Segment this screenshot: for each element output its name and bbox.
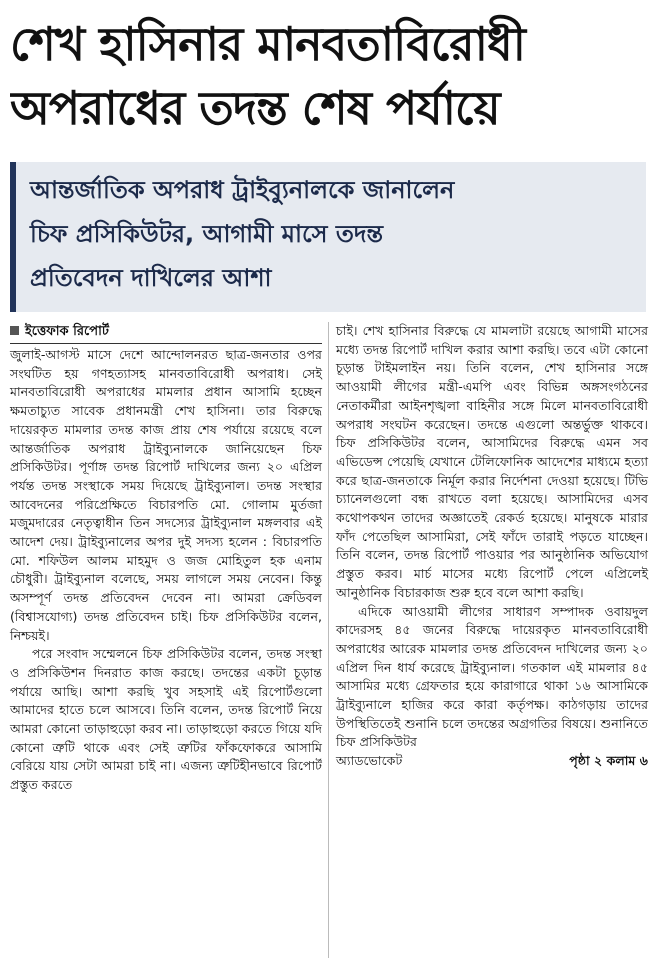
subheadline-box [10,162,646,312]
subheadline-line-3: প্রতিবেদন দাখিলের আশা [30,264,272,292]
article-paragraph: পরে সংবাদ সম্মেলনে চিফ প্রসিকিউটর বলেন, তদন্ত সংস্থা ও প্রসিকিউশন দিনরাত কাজ করছে। তদন্তের একটা চূড়ান্ত পর্যায়ে আছি। আশা করছি খুব সহসাই এই রিপোর্টগুলো আমাদের হাতে চলে আসবে। তিনি বলেন, তদন্ত রিপোর্ট নিয়ে আমরা কোনো তাড়াহুড়ো করব না। তাড়াহুড়ো করতে গিয়ে যদি কোনো ত্রুটি থাকে এবং সেই ত্রুটির ফাঁকফোকরে আসামি বেরিয়ে যায় সেটা আমরা চাই না। এজন্য ত্রুটিহীনভাবে রিপোর্ট প্রস্তুত করতে [10,646,322,793]
subheadline-line-1: আন্তর্জাতিক অপরাধ ট্রাইব্যুনালকে জানালেন [30,176,455,204]
subheadline-line-2: চিফ প্রসিকিউটর, আগামী মাসে তদন্ত [30,220,383,248]
headline-line-1: শেখ হাসিনার মানবতাবিরোধী [10,17,525,71]
square-bullet-icon [10,326,19,335]
article-column-left [10,322,322,795]
continuation-line [336,752,648,771]
byline-text: ইত্তেফাক রিপোর্ট [25,324,109,339]
article-paragraph: জুলাই-আগস্ট মাসে দেশে আন্দোলনরত ছাত্র-জনতার ওপর সংঘটিত হয় গণহত্যাসহ মানবতাবিরোধী অপরাধ। সেই মানবতাবিরোধী অপরাধের মামলার প্রধান আসামি হচ্ছেন ক্ষমতাচ্যুত সাবেক প্রধানমন্ত্রী শেখ হাসিনা। তার বিরুদ্ধে দায়েরকৃত মামলার তদন্ত কাজ প্রায় শেষ পর্যায়ে রয়েছে বলে আন্তর্জাতিক অপরাধ ট্রাইব্যুনালকে জানিয়েছেন চিফ প্রসিকিউটর। পূর্ণাঙ্গ তদন্ত রিপোর্ট দাখিলের জন্য ২০ এপ্রিল পর্যন্ত তদন্ত সংস্থাকে সময় দিয়েছে ট্রাইব্যুনাল। তদন্ত সংস্থার আবেদনের পরিপ্রেক্ষিতে বিচারপতি মো. গোলাম মুর্তজা মজুমদারের নেতৃত্বাধীন তিন সদস্যের ট্রাইব্যুনাল মঙ্গলবার এই আদেশ দেয়। ট্রাইব্যুনালের অপর দুই সদস্য হলেন : বিচারপতি মো. শফিউল আলম মাহমুদ ও জজ মোহিতুল হক এনাম চৌধুরী। ট্রাইব্যুনাল বলেছে, সময় লাগলে সময় নেবেন। কিন্তু অসম্পূর্ণ তদন্ত প্রতিবেদন দেবেন না। আমরা ক্রেডিবল (বিশ্বাসযোগ্য) তদন্ত প্রতিবেদন চাই। চিফ প্রসিকিউটর বলেন, নিশ্চয়ই। [10,347,322,643]
jump-reference[interactable]: পৃষ্ঠা ২ কলাম ৬ [569,753,648,769]
headline [10,12,646,140]
headline-line-2: অপরাধের তদন্ত শেষ পর্যায়ে [10,81,500,135]
column-divider [328,322,329,958]
byline [10,322,322,344]
continuation-word: অ্যাডভোকেট [336,753,403,769]
article-column-right [336,322,648,771]
article-paragraph: এদিকে আওয়ামী লীগের সাধারণ সম্পাদক ওবায়দুল কাদেরসহ ৪৫ জনের বিরুদ্ধে দায়েরকৃত মানবতাবিরোধী অপরাধের আরেক মামলার তদন্ত প্রতিবেদন দাখিলের জন্য ২০ এপ্রিল দিন ধার্য করেছে ট্রাইব্যুনাল। গতকাল এই মামলার ৪৫ আসামির মধ্যে গ্রেফতার হয়ে কারাগারে থাকা ১৬ আসামিকে ট্রাইব্যুনালে হাজির করে কারা কর্তৃপক্ষ। কাঠগড়ায় তাদের উপস্থিতিতেই শুনানি চলে তদন্তের অগ্রগতির বিষয়ে। শুনানিতে চিফ প্রসিকিউটর [336,603,648,750]
article-paragraph: চাই। শেখ হাসিনার বিরুদ্ধে যে মামলাটা রয়েছে আগামী মাসের মধ্যে তদন্ত রিপোর্ট দাখিল করার আশা করছি। তবে এটা কোনো চূড়ান্ত টাইমলাইন নয়। তিনি বলেন, শেখ হাসিনার সঙ্গে আওয়ামী লীগের মন্ত্রী-এমপি এবং বিভিন্ন অঙ্গসংগঠনের নেতাকর্মীরা আইনশৃঙ্খলা বাহিনীর সঙ্গে মিলে মানবতাবিরোধী অপরাধ সংঘটন করেছেন। তদন্তে এগুলো অন্তর্ভুক্ত থাকবে। চিফ প্রসিকিউটর বলেন, আসামিদের বিরুদ্ধে এমন সব এভিডেন্স পেয়েছি যেখানে টেলিফোনিক আদেশের মাধ্যমে হত্যা করে ছাত্র-জনতাকে নির্মূল করার নির্দেশনা দেওয়া হয়েছে। টিভি চ্যানেলগুলো বন্ধ রাখতে বলা হয়েছে। আসামিদের এসব কথোপকথন তাদের অজ্ঞাতেই রেকর্ড হয়েছে। মানুষকে মারার ফাঁদ পেতেছিল আসামিরা, সেই ফাঁদে তারাই পড়তে যাচ্ছেন। তিনি বলেন, তদন্ত রিপোর্ট পাওয়ার পর আনুষ্ঠানিক অভিযোগ প্রস্তুত করব। মার্চ মাসের মধ্যে রিপোর্ট পেলে এপ্রিলেই আনুষ্ঠানিক বিচারকাজ শুরু হবে বলে আশা করছি। [336,323,648,600]
